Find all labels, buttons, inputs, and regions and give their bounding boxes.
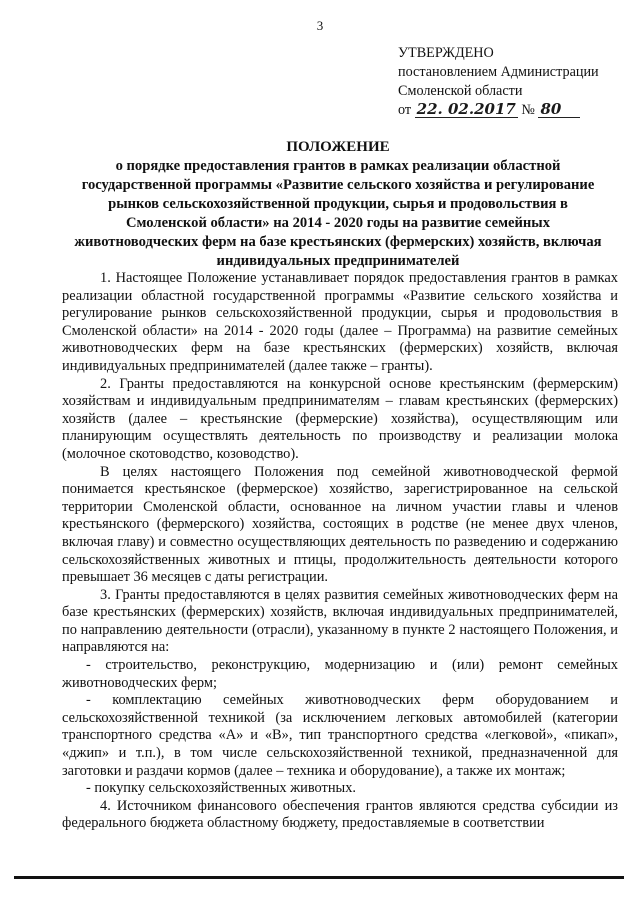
approval-authority-line1: постановлением Администрации bbox=[398, 64, 599, 80]
number-prefix: № bbox=[521, 102, 535, 118]
title-line: государственной программы «Развитие сельского хозяйства и регулирование bbox=[81, 177, 595, 193]
paragraph-definition: В целях настоящего Положения под семейной животноводческой фермой понимается крестьянское (фермерское) хозяйство, зарегистрированное на сельской территории Смоленской области, основанное на личном участии главы и членов крестьянского (фермерского) хозяйства, состоящих в родстве (не менее двух членов, включая главу) и совместно осуществляющих деятельность по разведению и содержанию сельскохозяйственных животных и птицы, продолжительность деятельности которого превышает 36 месяцев с даты регистрации. bbox=[62, 463, 618, 586]
title-line: рынков сельскохозяйственной продукции, сырья и продовольствия в bbox=[108, 196, 568, 212]
date-prefix: от bbox=[398, 102, 412, 118]
list-item-equipment: - комплектацию семейных животноводческих ферм оборудованием и сельскохозяйственной техникой (за исключением легковых автомобилей (категории транспортного средства «А» и «В», тип транспортного средства «легковой», «пикап», «джип» и т.п.), в том числе сельскохозяйственной техникой, предназначенной для заготовки и раздачи кормов (далее – техника и оборудование), а также их монтаж; bbox=[62, 692, 618, 779]
document-title bbox=[62, 138, 614, 271]
title-line: о порядке предоставления грантов в рамках реализации областной bbox=[115, 158, 561, 174]
approval-number: 80 bbox=[538, 102, 580, 118]
paragraph-4: 4. Источником финансового обеспечения грантов являются средства субсидии из федерального бюджета областному бюджету, предоставляемые в соответствии bbox=[62, 797, 618, 832]
approval-heading: УТВЕРЖДЕНО bbox=[398, 45, 494, 61]
paragraph-1: 1. Настоящее Положение устанавливает порядок предоставления грантов в рамках реализации областной государственной программы «Развитие сельского хозяйства и регулирование рынков сельскохозяйственной продукции, сырья и продовольствия в Смоленской области» на 2014 - 2020 годы (далее – Программа) на развитие семейных животноводческих ферм на базе крестьянских (фермерских) хозяйств, включая индивидуальных предпринимателей (далее также – гранты). bbox=[62, 270, 618, 374]
title-line: Смоленской области» на 2014 - 2020 годы на развитие семейных bbox=[125, 215, 550, 231]
bottom-scan-edge bbox=[14, 876, 624, 879]
title-heading: ПОЛОЖЕНИЕ bbox=[286, 139, 390, 155]
approval-stamp bbox=[398, 44, 599, 120]
approval-date: 22. 02.2017 bbox=[416, 100, 516, 118]
title-line: индивидуальных предпринимателей bbox=[216, 253, 460, 269]
list-item-livestock: - покупку сельскохозяйственных животных. bbox=[86, 780, 357, 797]
paragraph-3: 3. Гранты предоставляются в целях развития семейных животноводческих ферм на базе крестьянских (фермерских) хозяйств, включая индивидуальных предпринимателей, по направлению деятельности (отрасли), указанному в пункте 2 настоящего Положения, и направляются на: bbox=[62, 586, 618, 656]
paragraph-2: 2. Гранты предоставляются на конкурсной основе крестьянским (фермерским) хозяйствам и индивидуальным предпринимателям – главам крестьянских (фермерских) хозяйств (далее – крестьянские (фермерские) хозяйства), осуществляющим или планирующим осуществлять деятельность по производству и реализации молока (молочное скотоводство, козоводство). bbox=[62, 375, 618, 462]
approval-authority-line2: Смоленской области bbox=[398, 83, 523, 99]
page-number: 3 bbox=[316, 18, 324, 33]
approval-date-line bbox=[398, 101, 599, 120]
title-line: животноводческих ферм на базе крестьянских (фермерских) хозяйств, включая bbox=[74, 234, 602, 250]
list-item-construction: - строительство, реконструкцию, модернизацию и (или) ремонт семейных животноводческих ферм; bbox=[62, 657, 618, 691]
document-body bbox=[62, 270, 618, 833]
